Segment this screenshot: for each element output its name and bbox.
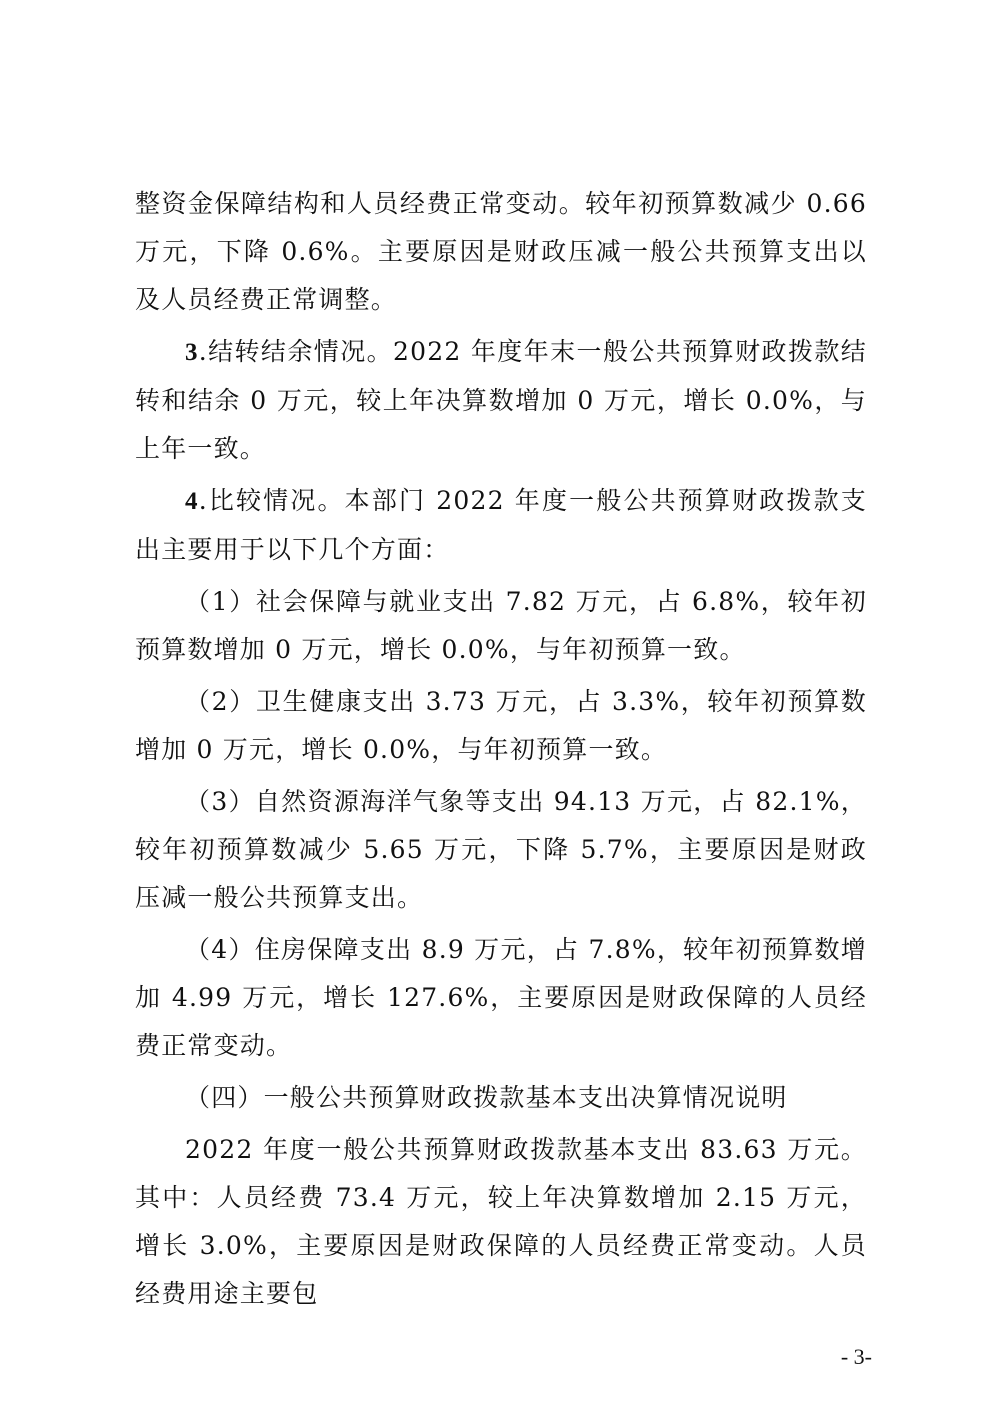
paragraph-text: 2022 年度一般公共预算财政拨款基本支出 83.63 万元。其中：人员经费 73.4 万元，较上年决算数增加 2.15 万元，增长 3.0%，主要原因是财政保障的人员经费正常变动。人员经费用途主要包 bbox=[135, 1135, 867, 1308]
section-number: 3 bbox=[185, 339, 199, 366]
heading-text: （四）一般公共预算财政拨款基本支出决算情况说明 bbox=[185, 1083, 788, 1112]
paragraph-housing bbox=[135, 926, 867, 1070]
section-heading bbox=[135, 1074, 867, 1122]
paragraph-text: （1）社会保障与就业支出 7.82 万元，占 6.8%，较年初预算数增加 0 万元，增长 0.0%，与年初预算一致。 bbox=[135, 587, 868, 664]
paragraph-basic-expenditure bbox=[135, 1126, 867, 1318]
paragraph-carryover-balance bbox=[135, 328, 867, 473]
paragraph-health bbox=[135, 678, 867, 774]
paragraph-text: .结转结余情况。2022 年度年末一般公共预算财政拨款结转和结余 0 万元，较上年决算数增加 0 万元，增长 0.0%，与上年一致。 bbox=[135, 337, 867, 463]
paragraph-continuation bbox=[135, 180, 867, 324]
page-number: - 3- bbox=[840, 1344, 872, 1369]
paragraph-natural-resources bbox=[135, 778, 867, 922]
paragraph-social-security bbox=[135, 578, 867, 674]
paragraph-text: （3）自然资源海洋气象等支出 94.13 万元，占 82.1%，较年初预算数减少 5.65 万元，下降 5.7%，主要原因是财政压减一般公共预算支出。 bbox=[135, 787, 867, 912]
section-number: 4 bbox=[185, 488, 199, 515]
paragraph-comparison bbox=[135, 477, 867, 574]
paragraph-text: .比较情况。本部门 2022 年度一般公共预算财政拨款支出主要用于以下几个方面： bbox=[135, 486, 867, 564]
paragraph-text: （2）卫生健康支出 3.73 万元，占 3.3%，较年初预算数增加 0 万元，增长 0.0%，与年初预算一致。 bbox=[135, 687, 867, 764]
paragraph-text: 整资金保障结构和人员经费正常变动。较年初预算数减少 0.66 万元，下降 0.6%。主要原因是财政压减一般公共预算支出以及人员经费正常调整。 bbox=[135, 189, 867, 314]
paragraph-text: （4）住房保障支出 8.9 万元，占 7.8%，较年初预算数增加 4.99 万元，增长 127.6%，主要原因是财政保障的人员经费正常变动。 bbox=[135, 935, 867, 1060]
document-body bbox=[135, 180, 867, 1322]
